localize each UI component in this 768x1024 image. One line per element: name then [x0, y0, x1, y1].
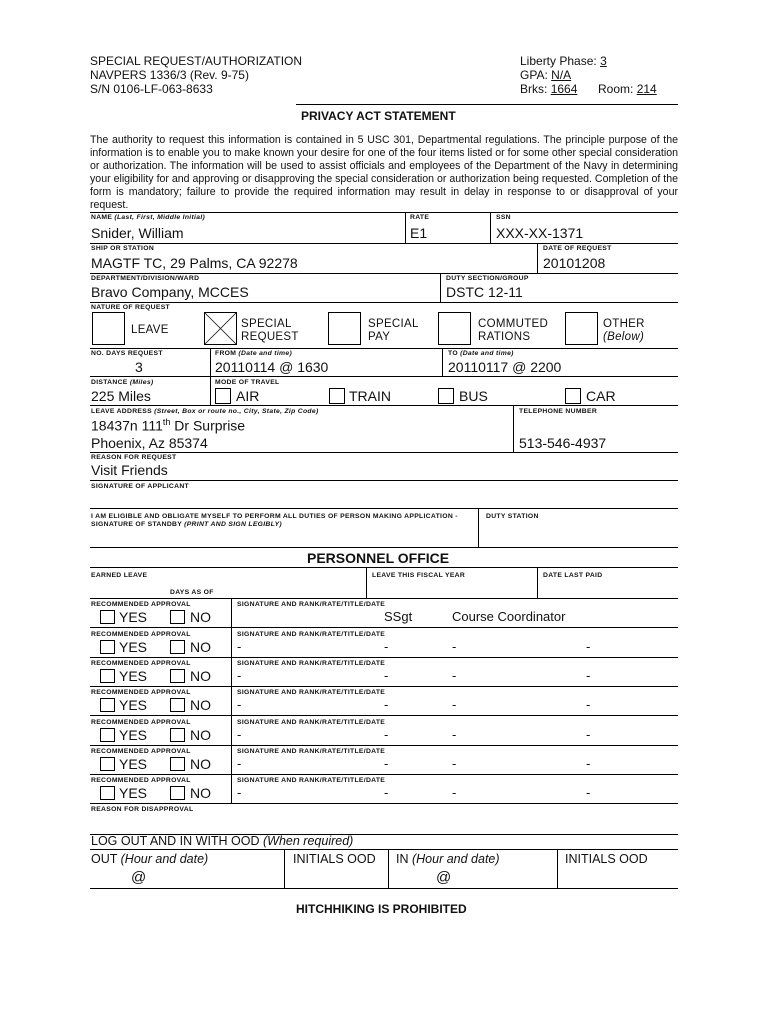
header-rule	[296, 104, 678, 105]
air-label: AIR	[236, 388, 260, 404]
sig-rank-label: SIGNATURE AND RANK/RATE/TITLE/DATE	[237, 689, 386, 696]
brks-label: Brks:	[520, 82, 548, 96]
yes-checkbox-1[interactable]	[100, 610, 115, 624]
special-pay-checkbox[interactable]	[328, 312, 361, 345]
initials-out-field[interactable]	[285, 866, 387, 886]
signature-dash: -	[237, 785, 242, 800]
no-label: NO	[190, 785, 211, 801]
gpa-label: GPA:	[520, 68, 548, 82]
stock-number: S/N 0106-LF-063-8633	[90, 82, 213, 96]
name-field[interactable]: Snider, William	[91, 225, 184, 241]
form-title: SPECIAL REQUEST/AUTHORIZATION	[90, 54, 303, 68]
ship-field[interactable]: MAGTF TC, 29 Palms, CA 92278	[91, 255, 298, 271]
signature-dash: -	[384, 639, 389, 654]
sig-rank-label: SIGNATURE AND RANK/RATE/TITLE/DATE	[237, 719, 386, 726]
sig-rank-label: SIGNATURE AND RANK/RATE/TITLE/DATE	[237, 631, 386, 638]
other-label-1: OTHER	[603, 318, 645, 330]
dept-label: DEPARTMENT/DIVISION/WARD	[91, 275, 200, 282]
signature-dash: -	[237, 756, 242, 771]
duty-section-label: DUTY SECTION/GROUP	[446, 275, 529, 282]
rec-approval-label: RECOMMENDED APPROVAL	[91, 631, 191, 638]
special-request-checkbox[interactable]	[204, 312, 237, 345]
name-label: NAME (Last, First, Middle Initial)	[91, 214, 206, 221]
other-checkbox[interactable]	[565, 312, 598, 345]
personnel-office-title: PERSONNEL OFFICE	[307, 550, 450, 566]
other-label-2: (Below)	[603, 331, 645, 343]
signature-dash: -	[452, 639, 457, 654]
disapproval-label: REASON FOR DISAPPROVAL	[91, 806, 194, 813]
address-line-2[interactable]: Phoenix, Az 85374	[91, 435, 208, 451]
leave-fiscal-label: LEAVE THIS FISCAL YEAR	[372, 572, 466, 579]
signature-dash: -	[586, 785, 591, 800]
initials-in-field[interactable]	[558, 866, 676, 886]
days-field[interactable]: 3	[135, 359, 143, 375]
ssn-field[interactable]: XXX-XX-1371	[496, 225, 584, 241]
gpa	[520, 68, 571, 82]
room-label: Room:	[598, 82, 634, 96]
no-checkbox-7[interactable]	[170, 786, 185, 800]
phone-field[interactable]: 513-546-4937	[519, 435, 607, 451]
signature-dash: -	[384, 697, 389, 712]
special-pay-label-2: PAY	[368, 331, 391, 343]
special-request-label-1: SPECIAL	[241, 318, 292, 330]
sig-rank-label: SIGNATURE AND RANK/RATE/TITLE/DATE	[237, 748, 386, 755]
bus-checkbox[interactable]	[438, 388, 454, 404]
signature-dash: -	[586, 668, 591, 683]
rec-approval-label: RECOMMENDED APPROVAL	[91, 601, 191, 608]
privacy-text: The authority to request this information is contained in 5 USC 301, Departmental regulations. The principle purpose of the information is to enable you to make known your desire for one of the four items listed or for some other special consideration or authorization. The information will be used to assist officials and employees of the Department of the Navy in determining your eligibility for and approving or disapproving the special consideration or authorization being requested. Completion of the form is mandatory; failure to provide the required information may result in delay in response to or disapproval of your request.	[90, 134, 678, 212]
signature-dash: -	[586, 756, 591, 771]
signature-dash: -	[452, 785, 457, 800]
signature-title[interactable]: Course Coordinator	[452, 609, 566, 624]
yes-checkbox-4[interactable]	[100, 698, 115, 712]
no-checkbox-6[interactable]	[170, 757, 185, 771]
rec-approval-label: RECOMMENDED APPROVAL	[91, 660, 191, 667]
signature-dash: -	[452, 756, 457, 771]
signature-dash: -	[384, 756, 389, 771]
phone-label: TELEPHONE NUMBER	[519, 408, 598, 415]
from-field[interactable]: 20110114 @ 1630	[215, 359, 329, 375]
no-label: NO	[190, 668, 211, 684]
signature-dash: -	[384, 727, 389, 742]
no-label: NO	[190, 639, 211, 655]
room	[598, 82, 657, 96]
ssn-label: SSN	[496, 214, 511, 221]
date-request-field[interactable]: 20101208	[543, 255, 606, 271]
rec-approval-label: RECOMMENDED APPROVAL	[91, 777, 191, 784]
earned-leave-label: EARNED LEAVE	[91, 572, 148, 579]
yes-label: YES	[119, 697, 148, 713]
rate-field[interactable]: E1	[410, 225, 428, 241]
no-checkbox-3[interactable]	[170, 669, 185, 683]
yes-label: YES	[119, 727, 148, 743]
signature-dash: -	[452, 727, 457, 742]
reason-field[interactable]: Visit Friends	[91, 462, 168, 478]
rec-approval-label: RECOMMENDED APPROVAL	[91, 719, 191, 726]
no-checkbox-5[interactable]	[170, 728, 185, 742]
row-rule	[90, 212, 678, 213]
in-time-field[interactable]: @	[436, 869, 452, 886]
rec-approval-label: RECOMMENDED APPROVAL	[91, 689, 191, 696]
room-value: 214	[636, 82, 657, 96]
applicant-signature-field[interactable]	[90, 492, 678, 508]
liberty-phase	[520, 54, 607, 68]
standby-signature-field[interactable]	[90, 530, 476, 546]
ship-label: SHIP OR STATION	[91, 245, 155, 252]
in-label: IN (Hour and date)	[396, 852, 500, 866]
out-label: OUT (Hour and date)	[91, 852, 209, 866]
leave-address-label: LEAVE ADDRESS (Street, Box or route no., City, State, Zip Code)	[91, 408, 319, 415]
signature-dash: -	[452, 668, 457, 683]
signature-dash: -	[586, 727, 591, 742]
initials-ood-in-label: INITIALS OOD	[565, 852, 648, 866]
signature-dash: -	[384, 785, 389, 800]
signature-dash: -	[237, 639, 242, 654]
liberty-phase-value: 3	[600, 54, 607, 68]
yes-label: YES	[119, 639, 148, 655]
reason-label: REASON FOR REQUEST	[91, 454, 177, 461]
standby-line-2: SIGNATURE OF STANDBY (PRINT AND SIGN LEGIBLY)	[91, 521, 282, 528]
car-label: CAR	[586, 388, 616, 404]
gpa-value: N/A	[551, 68, 572, 82]
form-number: NAVPERS 1336/3 (Rev. 9-75)	[90, 68, 249, 82]
liberty-phase-label: Liberty Phase:	[520, 54, 597, 68]
date-request-label: DATE OF REQUEST	[543, 245, 612, 252]
no-label: NO	[190, 727, 211, 743]
leave-option-label: LEAVE	[131, 324, 169, 336]
train-label: TRAIN	[349, 388, 391, 404]
to-label: TO (Date and time)	[448, 350, 514, 357]
nature-label: NATURE OF REQUEST	[91, 304, 170, 311]
yes-checkbox-7[interactable]	[100, 786, 115, 800]
special-pay-label-1: SPECIAL	[368, 318, 419, 330]
no-label: NO	[190, 756, 211, 772]
yes-label: YES	[119, 668, 148, 684]
commuted-label-1: COMMUTED	[478, 318, 549, 330]
car-checkbox[interactable]	[565, 388, 581, 404]
rec-approval-label: RECOMMENDED APPROVAL	[91, 748, 191, 755]
commuted-label-2: RATIONS	[478, 331, 531, 343]
no-checkbox-2[interactable]	[170, 640, 185, 654]
duty-station-label: DUTY STATION	[486, 513, 539, 520]
no-checkbox-4[interactable]	[170, 698, 185, 712]
signature-dash: -	[586, 697, 591, 712]
privacy-title: PRIVACY ACT STATEMENT	[301, 109, 456, 123]
duty-section-field[interactable]: DSTC 12-11	[446, 284, 523, 300]
yes-checkbox-5[interactable]	[100, 728, 115, 742]
hitchhiking-notice: HITCHHIKING IS PROHIBITED	[296, 902, 467, 916]
signature-applicant-label: SIGNATURE OF APPLICANT	[91, 483, 189, 490]
initials-ood-out-label: INITIALS OOD	[293, 852, 376, 866]
log-title: LOG OUT AND IN WITH OOD (When required)	[91, 834, 354, 848]
signature-dash: -	[586, 639, 591, 654]
yes-checkbox-6[interactable]	[100, 757, 115, 771]
signature-dash: -	[237, 668, 242, 683]
days-label: NO. DAYS REQUEST	[91, 350, 163, 357]
days-as-of-label: DAYS AS OF	[170, 589, 214, 596]
yes-label: YES	[119, 785, 148, 801]
yes-label: YES	[119, 609, 148, 625]
yes-checkbox-3[interactable]	[100, 669, 115, 683]
rate-label: RATE	[410, 214, 430, 221]
disapproval-field[interactable]	[90, 815, 678, 833]
signature-rank[interactable]: SSgt	[384, 609, 413, 624]
signature-dash: -	[384, 668, 389, 683]
sig-rank-label: SIGNATURE AND RANK/RATE/TITLE/DATE	[237, 660, 386, 667]
no-label: NO	[190, 697, 211, 713]
leave-checkbox[interactable]	[92, 312, 125, 345]
check-mark-icon	[205, 313, 236, 344]
signature-dash: -	[237, 697, 242, 712]
commuted-rations-checkbox[interactable]	[438, 312, 471, 345]
air-checkbox[interactable]	[215, 388, 231, 404]
yes-checkbox-2[interactable]	[100, 640, 115, 654]
no-label: NO	[190, 609, 211, 625]
brks-value: 1664	[550, 82, 578, 96]
bus-label: BUS	[459, 388, 488, 404]
distance-label: DISTANCE (Miles)	[91, 379, 154, 386]
no-checkbox-1[interactable]	[170, 610, 185, 624]
address-line-1[interactable]: 18437n 111th Dr Surprise	[91, 417, 246, 434]
signature-dash: -	[452, 697, 457, 712]
standby-line-1: I AM ELIGIBLE AND OBLIGATE MYSELF TO PERFORM ALL DUTIES OF PERSON MAKING APPLICATION -	[91, 513, 458, 520]
brks	[520, 82, 577, 96]
sig-rank-label: SIGNATURE AND RANK/RATE/TITLE/DATE	[237, 777, 386, 784]
signature-dash: -	[237, 727, 242, 742]
to-field[interactable]: 20110117 @ 2200	[448, 359, 562, 375]
special-request-label-2: REQUEST	[241, 331, 299, 343]
yes-label: YES	[119, 756, 148, 772]
distance-field[interactable]: 225 Miles	[91, 388, 151, 404]
sig-rank-label: SIGNATURE AND RANK/RATE/TITLE/DATE	[237, 601, 386, 608]
mode-label: MODE OF TRAVEL	[215, 379, 280, 386]
out-time-field[interactable]: @	[131, 869, 147, 886]
date-last-paid-label: DATE LAST PAID	[543, 572, 603, 579]
train-checkbox[interactable]	[329, 388, 345, 404]
from-label: FROM (Date and time)	[215, 350, 293, 357]
dept-field[interactable]: Bravo Company, MCCES	[91, 284, 249, 300]
